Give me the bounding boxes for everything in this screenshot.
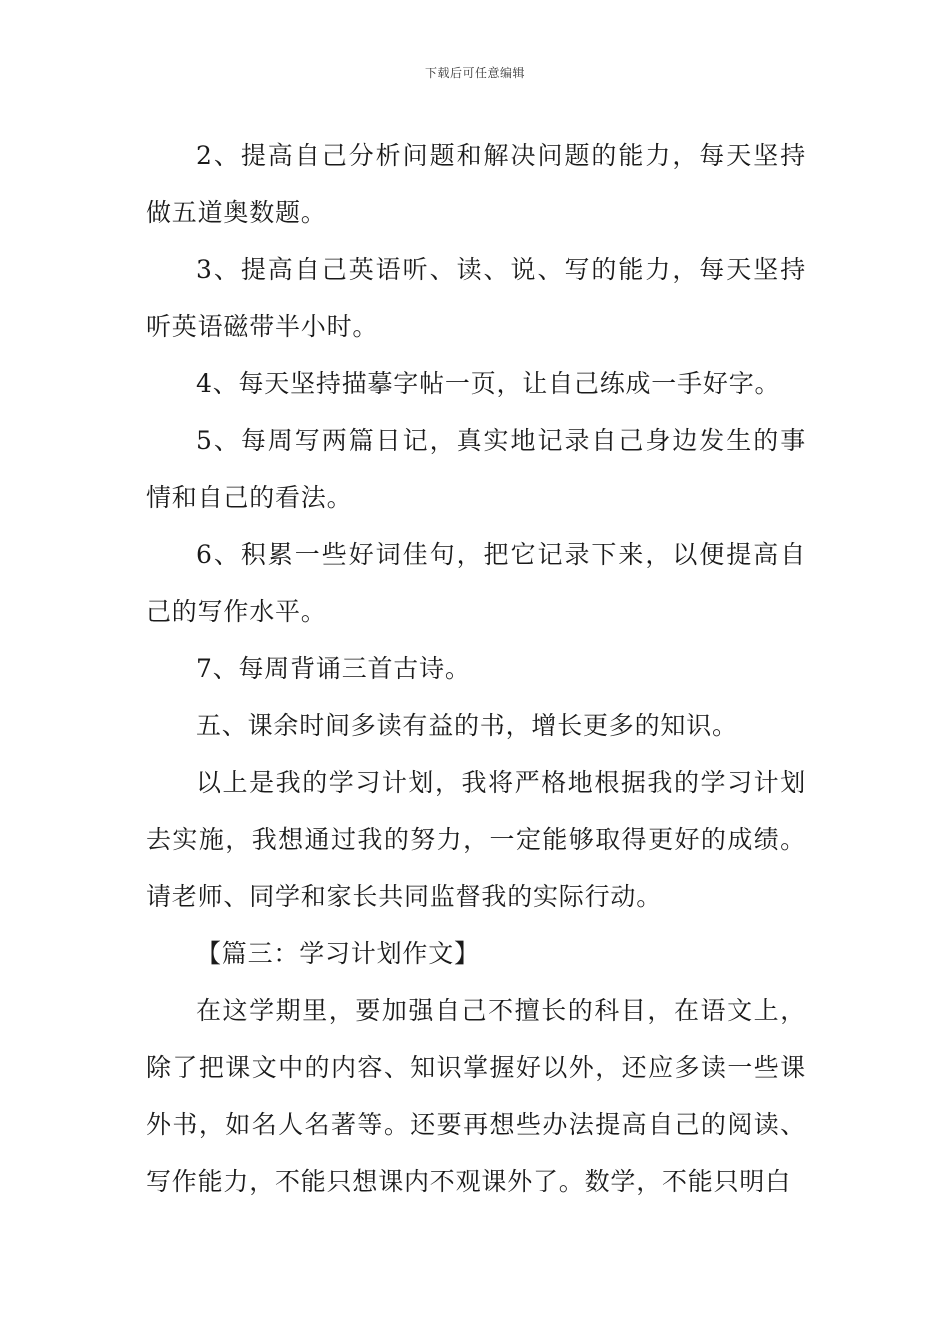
paragraph-item-7: 7、每周背诵三首古诗。 bbox=[196, 654, 471, 683]
paragraph-item-3: 3、提高自己英语听、读、说、写的能力，每天坚持听英语磁带半小时。 bbox=[146, 255, 806, 341]
page-header-note: 下载后可任意编辑 bbox=[424, 66, 525, 80]
paragraph-section-five: 五、课余时间多读有益的书，增长更多的知识。 bbox=[196, 711, 738, 740]
paragraph-item-6: 6、积累一些好词佳句，把它记录下来，以便提高自己的写作水平。 bbox=[146, 540, 806, 626]
paragraph-conclusion: 以上是我的学习计划，我将严格地根据我的学习计划去实施，我想通过我的努力，一定能够取得更好的成绩。请老师、同学和家长共同监督我的实际行动。 bbox=[146, 768, 806, 911]
paragraph-item-4: 4、每天坚持描摹字帖一页，让自己练成一手好字。 bbox=[196, 369, 781, 398]
paragraph-item-5: 5、每周写两篇日记，真实地记录自己身边发生的事情和自己的看法。 bbox=[146, 426, 806, 512]
section-heading: 【篇三：学习计划作文】 bbox=[196, 939, 480, 968]
document-body bbox=[146, 127, 806, 1210]
paragraph-section-three-intro: 在这学期里，要加强自己不擅长的科目，在语文上，除了把课文中的内容、知识掌握好以外，还应多读一些课外书，如名人名著等。还要再想些办法提高自己的阅读、写作能力，不能只想课内不观课外了。数学，不能只明白 bbox=[146, 996, 806, 1196]
paragraph-item-2: 2、提高自己分析问题和解决问题的能力，每天坚持做五道奥数题。 bbox=[146, 141, 806, 227]
